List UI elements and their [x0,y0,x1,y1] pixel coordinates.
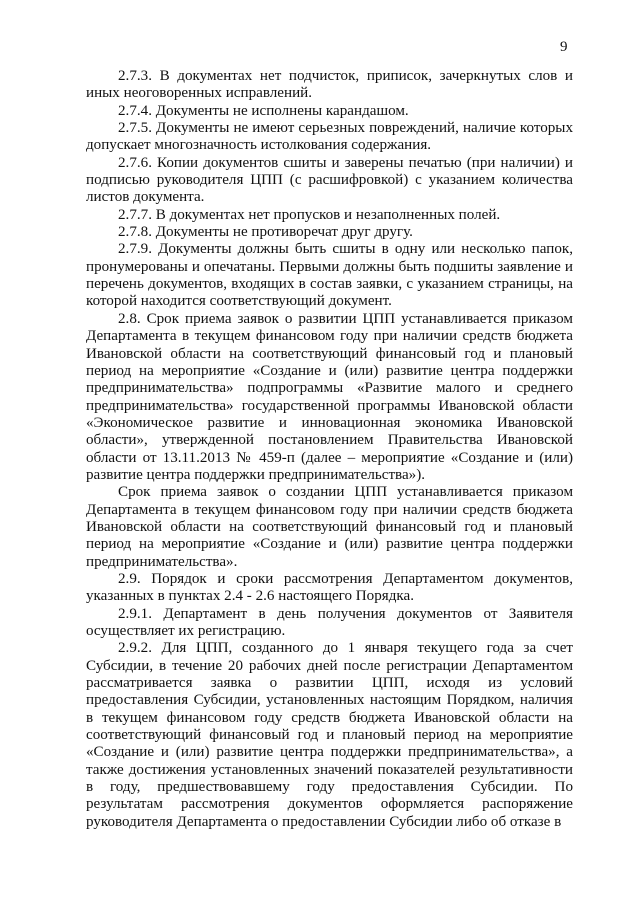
paragraph-2-7-9: 2.7.9. Документы должны быть сшиты в одну или несколько папок, пронумерованы и опечатаны. Первыми должны быть подшиты заявление и перечень документов, входящих в состав заявки, с указанием страницы, на которой находится соответствующий документ. [86,241,573,310]
document-body [86,68,573,831]
paragraph-2-9: 2.9. Порядок и сроки рассмотрения Департаментом документов, указанных в пунктах 2.4 - 2.6 настоящего Порядка. [86,570,573,605]
paragraph-2-7-7: 2.7.7. В документах нет пропусков и незаполненных полей. [118,206,501,223]
paragraph-2-9-2: 2.9.2. Для ЦПП, созданного до 1 января текущего года за счет Субсидии, в течение 20 рабочих дней после регистрации Департаментом рассматривается заявка о развитии ЦПП, исходя из условий предоставления Субсидии, установленных настоящим Порядком, наличия в текущем финансовом году средств бюджета Ивановской области на соответствующий финансовый год и плановый период на мероприятие «Создание и (или) развитие центра поддержки предпринимательства», а также достижения установленных значений показателей результативности в году, предшествовавшему году предоставления Субсидии. По результатам рассмотрения документов оформляется распоряжение руководителя Департамента о предоставлении Субсидии либо об отказе в [86,640,573,830]
page-number: 9 [560,39,568,55]
paragraph-2-7-3: 2.7.3. В документах нет подчисток, приписок, зачеркнутых слов и иных неоговоренных исправлений. [86,68,573,102]
paragraph-2-7-6: 2.7.6. Копии документов сшиты и заверены печатью (при наличии) и подписью руководителя ЦПП (с расшифровкой) с указанием количества листов документа. [86,154,573,206]
paragraph-2-8: 2.8. Срок приема заявок о развитии ЦПП устанавливается приказом Департамента в текущем финансовом году при наличии средств бюджета Ивановской области на соответствующий финансовый год и плановый период на мероприятие «Создание и (или) развитие центра поддержки предпринимательства» подпрограммы «Развитие малого и среднего предпринимательства» государственной программы Ивановской области «Экономическое развитие и инновационная экономика Ивановской области», утвержденной постановлением Правительства Ивановской области от 13.11.2013 № 459-п (далее – мероприятие «Создание и (или) развитие центра поддержки предпринимательства»). [86,310,573,483]
paragraph-2-9-1: 2.9.1. Департамент в день получения документов от Заявителя осуществляет их регистрацию. [86,605,573,639]
paragraph-2-7-5: 2.7.5. Документы не имеют серьезных повреждений, наличие которых допускает многозначность истолкования содержания. [86,120,573,154]
paragraph-2-8-creation-deadline: Срок приема заявок о создании ЦПП устанавливается приказом Департамента в текущем финансовом году при наличии средств бюджета Ивановской области на соответствующий финансовый год и плановый период на мероприятие «Создание и (или) развитие центра поддержки предпринимательства». [86,484,573,570]
paragraph-2-7-4: 2.7.4. Документы не исполнены карандашом. [118,102,409,119]
paragraph-2-7-8: 2.7.8. Документы не противоречат друг другу. [118,224,413,241]
